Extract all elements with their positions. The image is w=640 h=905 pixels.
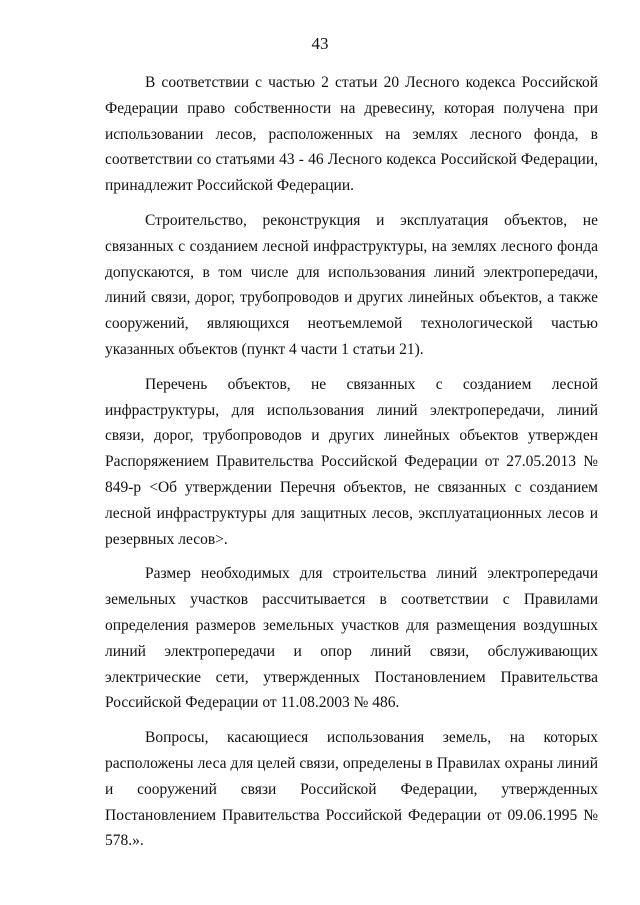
paragraph-timber-ownership: В соответствии с частью 2 статьи 20 Лесного кодекса Российской Федерации право собственности на древесину, которая получена при использовании лесов, расположенных на землях лесного фонда, в соответствии со статьями 43 - 46 Лесного кодекса Российской Федерации, принадлежит Российской Федерации. — [105, 74, 598, 195]
page-number: 43 — [311, 34, 329, 53]
document-body — [105, 70, 598, 863]
paragraph-communication-lands: Вопросы, касающиеся использования земель, на которых расположены леса для целей связи, определены в Правилах охраны линий и сооружений связи Российской Федерации, утвержденных Постановлением Правительства Российской Федерации от 09.06.1995 № 578.». — [105, 729, 598, 850]
paragraph-construction-permitted: Строительство, реконструкция и эксплуатация объектов, не связанных с созданием лесной инфраструктуры, на землях лесного фонда допускаются, в том числе для использования линий электропередачи, линий связи, дорог, трубопроводов и других линейных объектов, а также сооружений, являющихся неотъемлемой технологической частью указанных объектов (пункт 4 части 1 статьи 21). — [105, 211, 598, 358]
paragraph-objects-list: Перечень объектов, не связанных с созданием лесной инфраструктуры, для использования линий электропередачи, линий связи, дорог, трубопроводов и других линейных объектов утвержден Распоряжением Правительства Российской Федерации от 27.05.2013 № 849-р <Об утверждении Перечня объектов, не связанных с созданием лесной инфраструктуры для защитных лесов, эксплуатационных лесов и резервных лесов>. — [105, 375, 598, 548]
paragraph-land-plot-size: Размер необходимых для строительства линий электропередачи земельных участков рассчитывается в соответствии с Правилами определения размеров земельных участков для размещения воздушных линий электропередачи и опор линий связи, обслуживающих электрические сети, утвержденных Постановлением Правительства Российской Федерации от 11.08.2003 № 486. — [105, 565, 598, 712]
